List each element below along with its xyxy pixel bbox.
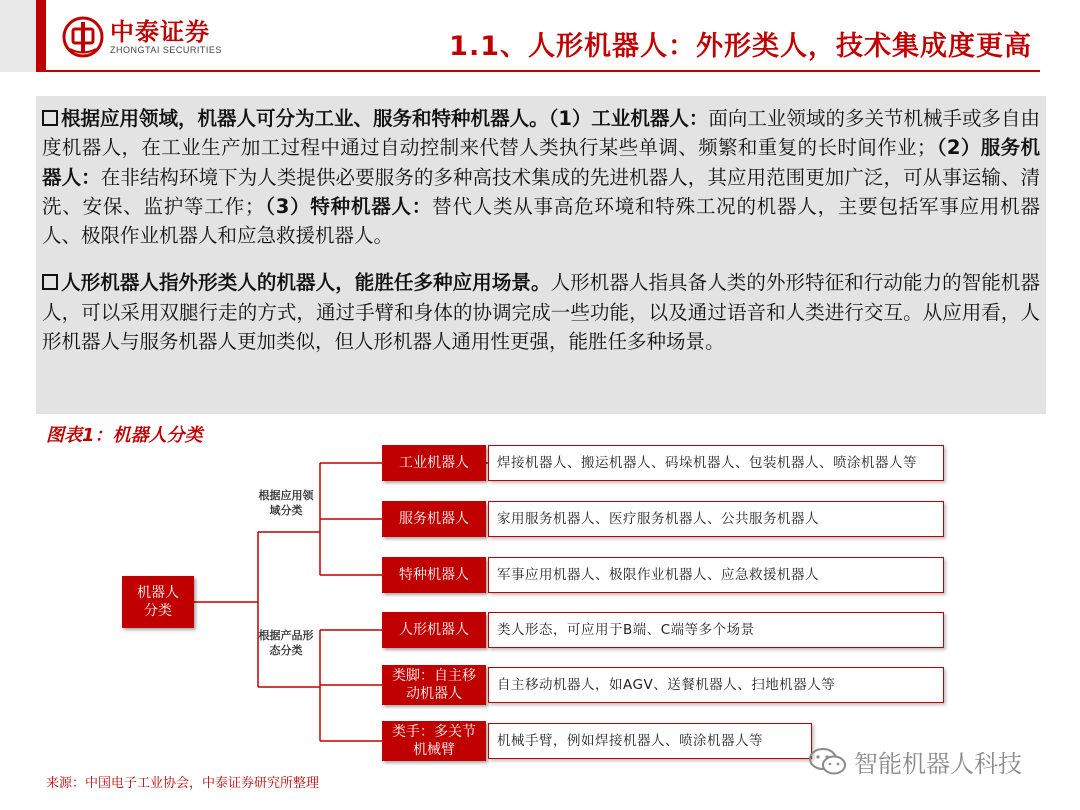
category-label: 类脚：自主移动机器人 (392, 668, 476, 702)
category-label: 服务机器人 (399, 511, 469, 527)
category-node-arm (382, 721, 486, 761)
category-node-service (382, 501, 486, 537)
square-bullet-icon (42, 274, 58, 290)
category-desc-text: 类人形态，可应用于B端、C端等多个场景 (497, 622, 755, 638)
figure-caption: 图表1：机器人分类 (46, 425, 203, 446)
category-desc-text: 自主移动机器人，如AGV、送餐机器人、扫地机器人等 (497, 677, 836, 693)
category-label: 工业机器人 (399, 455, 469, 471)
logo-english-name: ZHONGTAI SECURITIES (110, 45, 222, 55)
category-desc-arm (488, 723, 812, 759)
category-desc-special (488, 557, 944, 593)
robot-classification-diagram (0, 430, 1080, 775)
special-text: 替代人类从事高危环境和特殊工况的机器人，主要包括军事应用机器人、极限作业机器人和应急救援机器人。 (42, 194, 1040, 248)
category-label: 特种机器人 (399, 567, 469, 583)
logo-chinese-name: 中泰证券 (110, 18, 210, 46)
branch-label-form: 根据产品形态分类 (258, 629, 314, 657)
category-desc-text: 家用服务机器人、医疗服务机器人、公共服务机器人 (497, 511, 819, 527)
category-label: 人形机器人 (399, 622, 469, 638)
category-desc-text: 焊接机器人、搬运机器人、码垛机器人、包装机器人、喷涂机器人等 (497, 455, 917, 471)
category-desc-industrial (488, 445, 944, 481)
category-node-mobile (382, 665, 486, 705)
paragraph2-lead: 人形机器人指外形类人的机器人，能胜任多种应用场景。 (61, 271, 551, 295)
header-accent-bar (36, 0, 46, 72)
source-note: 来源：中国电子工业协会，中泰证券研究所整理 (46, 776, 320, 791)
branch-label-application: 根据应用领域分类 (258, 489, 314, 517)
paragraph1-lead: 根据应用领域，机器人可分为工业、服务和特种机器人。 (61, 107, 549, 130)
category-desc-humanoid (488, 612, 944, 648)
service-label: （2）服务机器人： (42, 136, 1040, 189)
slide-title: 1.1、人形机器人：外形类人，技术集成度更高 (449, 31, 1032, 62)
category-desc-text: 军事应用机器人、极限作业机器人、应急救援机器人 (497, 567, 819, 583)
summary-textbox (36, 96, 1046, 414)
category-desc-service (488, 501, 944, 537)
category-label: 类手：多关节机械臂 (392, 724, 476, 758)
category-node-humanoid (382, 612, 486, 648)
zhongtai-logo-icon (62, 16, 104, 58)
service-text: 在非结构环境下为人类提供必要服务的多种高技术集成的先进机器人，其应用范围更加广泛，可从事运输、清洗、安保、监护等工作； (42, 165, 1040, 218)
company-logo (62, 16, 222, 58)
title-divider (46, 70, 1040, 72)
category-desc-text: 机械手臂，例如焊接机器人、喷涂机器人等 (497, 733, 763, 749)
wechat-icon (808, 747, 848, 777)
paragraph-classification (42, 104, 1040, 250)
square-bullet-icon (42, 110, 58, 126)
category-node-special (382, 557, 486, 593)
category-desc-mobile (488, 667, 944, 703)
watermark-text: 智能机器人科技 (854, 750, 1022, 778)
special-label: （3）特种机器人： (264, 194, 433, 218)
industrial-text: 面向工业领域的多关节机械手或多自由度机器人，在工业生产加工过程中通过自动控制来代替人类执行某些单调、频繁和重复的长时间作业； (42, 107, 1040, 160)
root-node (122, 576, 194, 628)
industrial-label: （1）工业机器人： (548, 107, 709, 130)
category-node-industrial (382, 445, 486, 481)
paragraph-humanoid (42, 268, 1040, 356)
paragraph2-text: 人形机器人指具备人类的外形特征和行动能力的智能机器人，可以采用双腿行走的方式，通过手臂和身体的协调完成一些功能，以及通过语音和人类进行交互。从应用看，人形机器人与服务机器人更加类似，但人形机器人通用性更强，能胜任多种场景。 (42, 271, 1040, 354)
wechat-watermark (808, 744, 1022, 779)
root-node-label: 机器人分类 (137, 585, 179, 619)
